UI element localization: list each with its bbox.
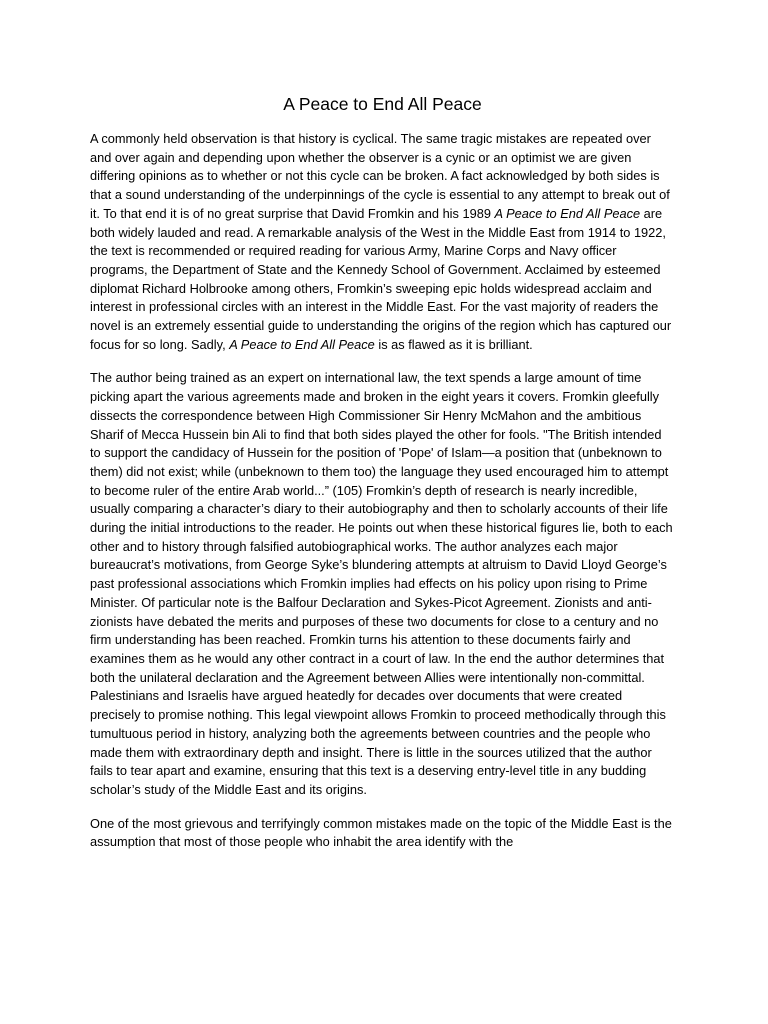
book-title-italic: A Peace to End All Peace bbox=[229, 336, 375, 352]
paragraph-1-text: are both widely lauded and read. A remarkable analysis of the West in the Middle East from 1914 to 1922, the text is recommended or required reading for various Army, Marine Corps and Navy officer programs, the Department of State and the Kennedy School of Government. Acclaimed by esteemed diplomat Richard Holbrooke among others, Fromkin’s sweeping epic holds widespread acclaim and interest in professional circles with an interest in the Middle East. For the vast majority of readers the novel is an extremely essential guide to understanding the origins of the region which has captured our focus for so long. Sadly, bbox=[90, 205, 672, 352]
paragraph-3 bbox=[90, 815, 675, 852]
paragraph-1-text: A commonly held observation is that history is cyclical. The same tragic mistakes are repeated over and over again and depending upon whether the observer is a cynic or an optimist we are given differing opinions as to whether or not this cycle can be broken. A fact acknowledged by both sides is that a sound understanding of the underpinnings of the cycle is essential to any attempt to break out of it. To that end it is of no great surprise that David Fromkin and his 1989 bbox=[90, 131, 670, 221]
book-title-italic: A Peace to End All Peace bbox=[494, 205, 641, 221]
document-title: A Peace to End All Peace bbox=[283, 94, 482, 114]
document-page bbox=[90, 92, 675, 867]
paragraph-2 bbox=[90, 369, 675, 799]
paragraph-1 bbox=[90, 130, 675, 354]
paragraph-1-text: is as flawed as it is brilliant. bbox=[374, 336, 533, 352]
paragraph-3-text: One of the most grievous and terrifyingly common mistakes made on the topic of the Middle East is the assumption that most of those people who inhabit the area identify with the bbox=[90, 815, 672, 850]
paragraph-2-text: The author being trained as an expert on international law, the text spends a large amount of time picking apart the various agreements made and broken in the eight years it covers. Fromkin gleefully dissects the correspondence between High Commissioner Sir Henry McMahon and the ambitious Sharif of Mecca Hussein bin Ali to find that both sides played the other for fools. "The British intended to support the candidacy of Hussein for the position of 'Pope' of Islam—a position that (unbeknown to them) did not exist; while (unbeknown to them too) the language they used encouraged him to attempt to become ruler of the entire Arab world...” (105) Fromkin’s depth of research is nearly incredible, usually comparing a character’s diary to their autobiography and then to scholarly accounts of their life during the initial introductions to the reader. He points out when these historical figures lie, both to each other and to history through falsified autobiographical works. The author analyzes each major bureaucrat’s motivations, from George Syke’s blundering attempts at altruism to David Lloyd George’s past professional associations which Fromkin implies had effects on his policy upon rising to Prime Minister. Of particular note is the Balfour Declaration and Sykes-Picot Agreement. Zionists and anti-zionists have debated the merits and purposes of these two documents for close to a century and no firm understanding has been reached. Fromkin turns his attention to these documents fairly and examines them as he would any other contract in a court of law. In the end the author determines that both the unilateral declaration and the Agreement between Allies were intentionally non-committal. Palestinians and Israelis have argued heatedly for decades over documents that were created precisely to promise nothing. This legal viewpoint allows Fromkin to proceed methodically through this tumultuous period in history, analyzing both the agreements between countries and the people who made them with extraordinary depth and insight. There is little in the sources utilized that the author fails to tear apart and examine, ensuring that this text is a deserving entry-level title in any budding scholar’s study of the Middle East and its origins. bbox=[90, 370, 673, 797]
